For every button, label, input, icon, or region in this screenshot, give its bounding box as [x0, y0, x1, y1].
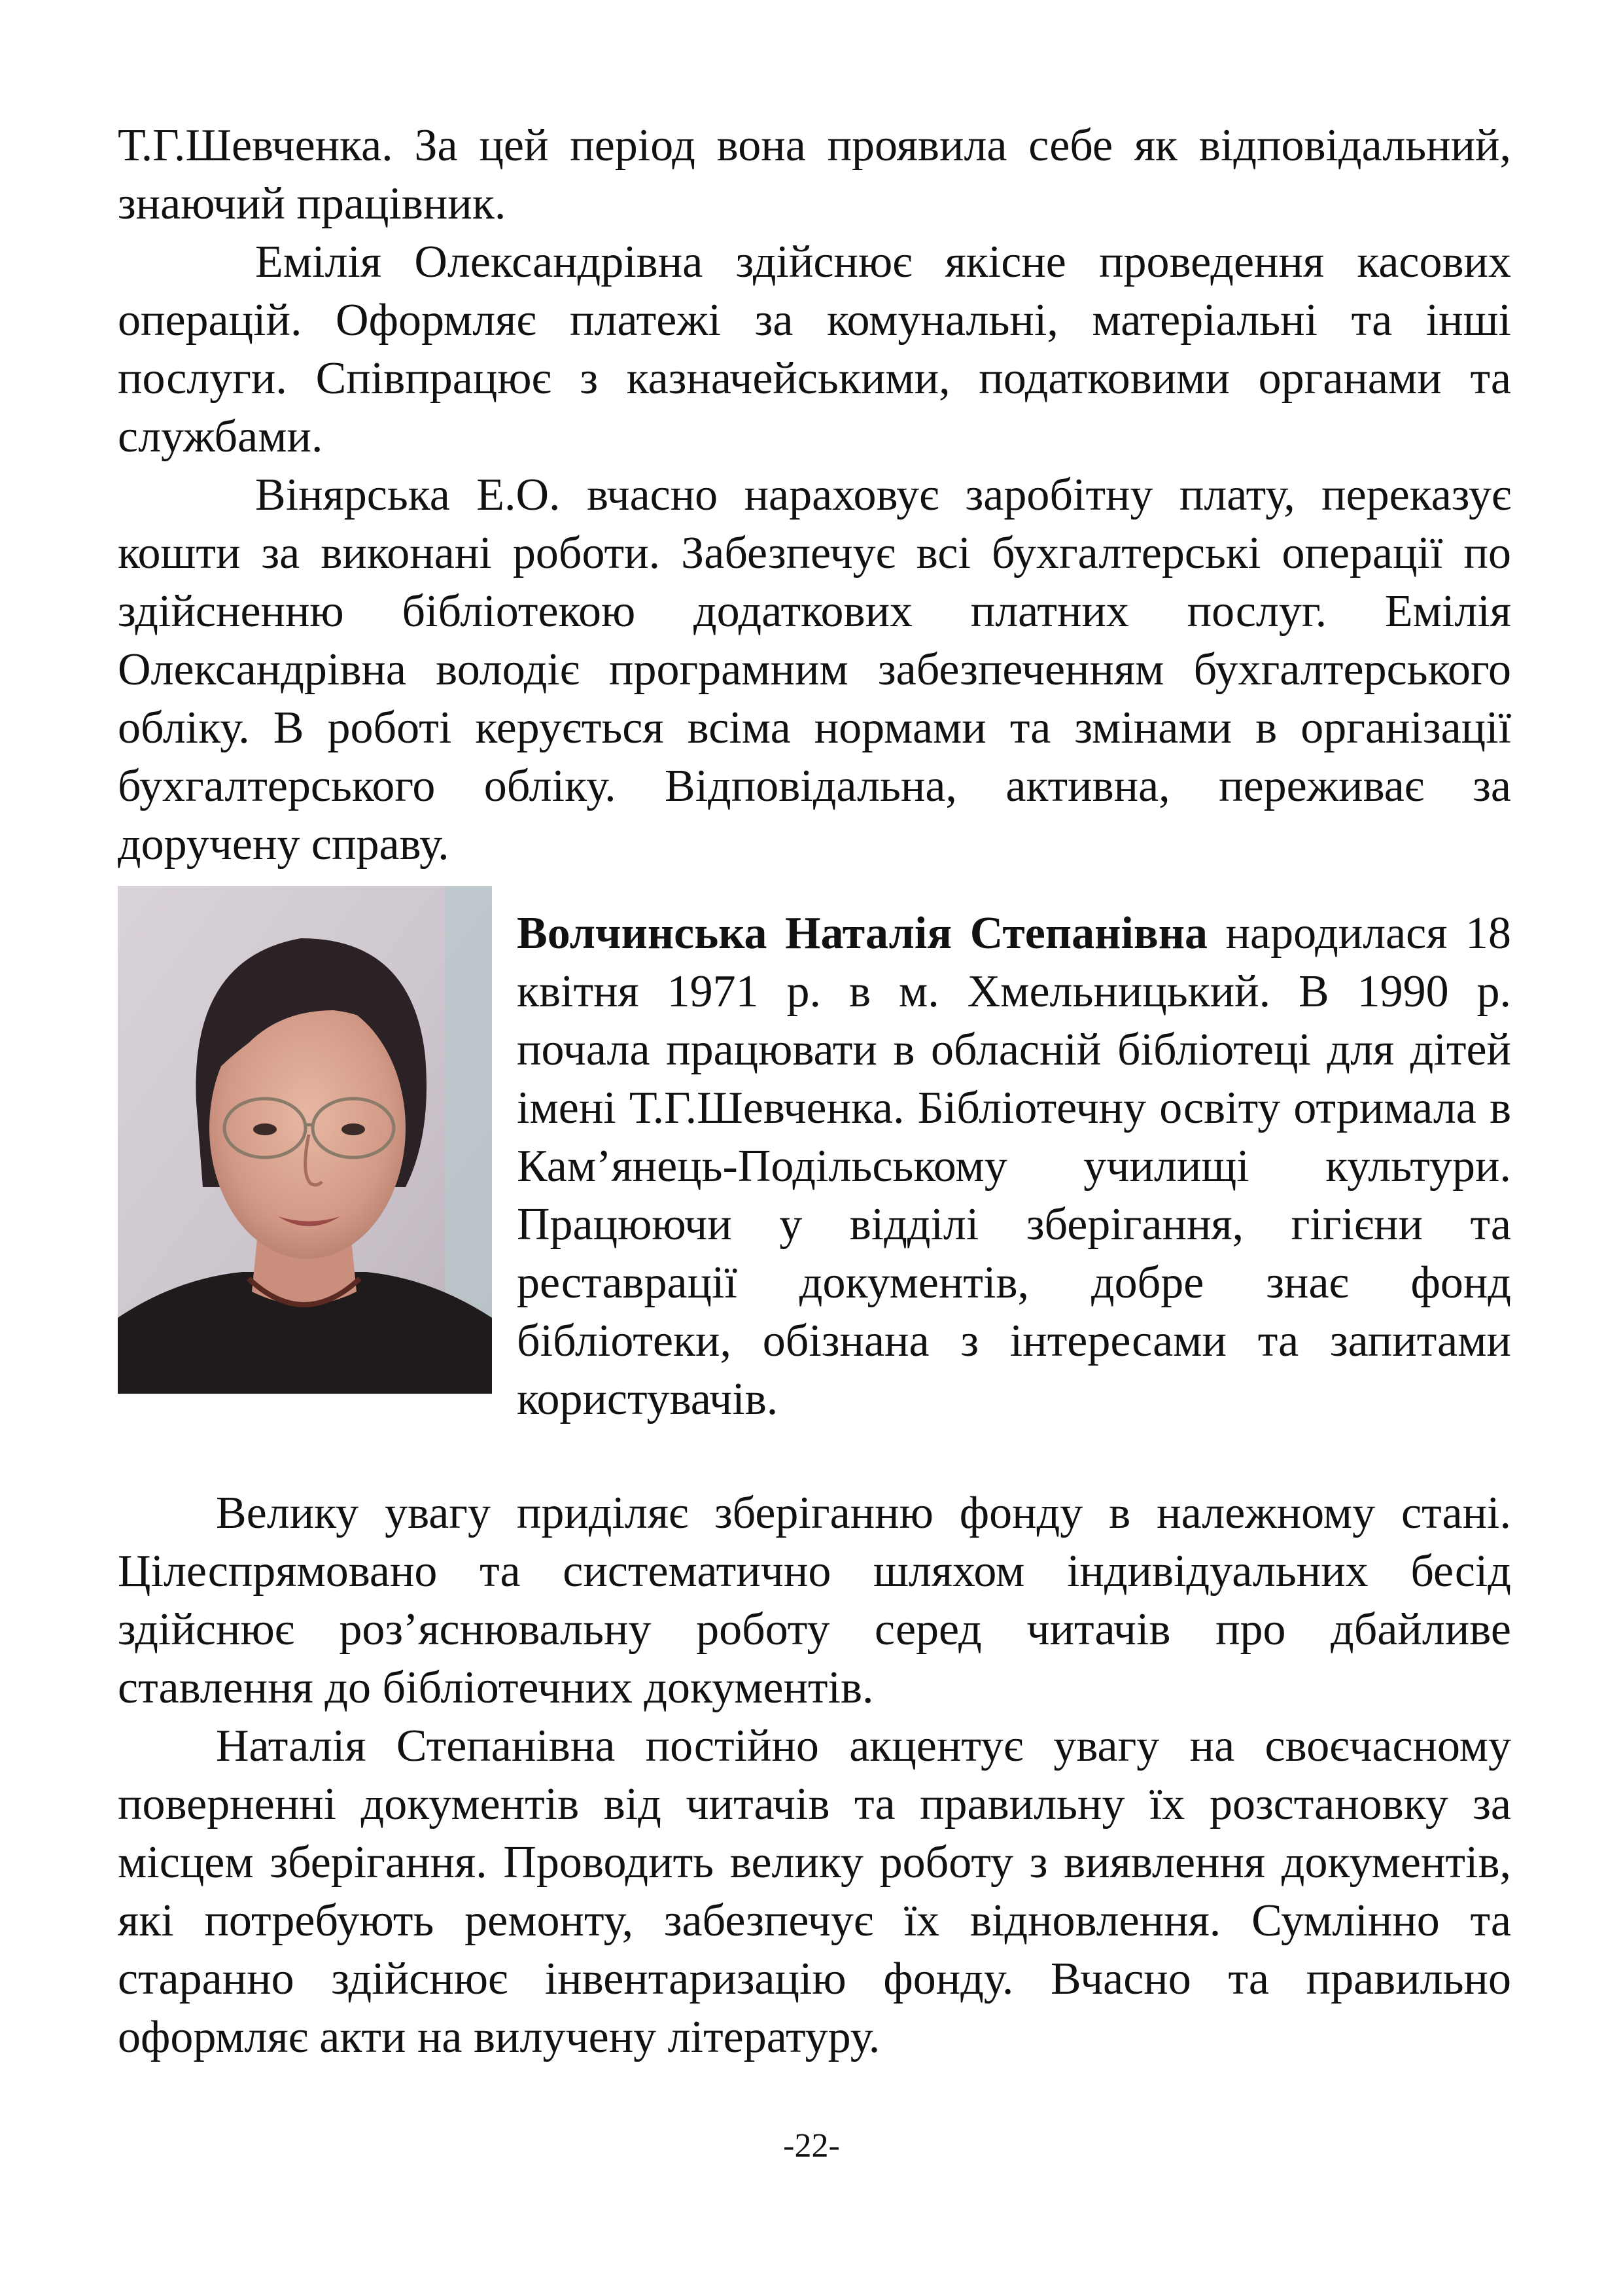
paragraph: Т.Г.Шевченка. За цей період вона проявила себе як відповідальний, знаючий працівник.	[118, 120, 1511, 229]
paragraph: Велику увагу приділяє зберіганню фонду в належному стані. Цілеспрямовано та систематично шляхом індивідуальних бесід здійснює роз’яснювальну роботу серед читачів про дбайливе ставлення до бібліотечних документів.	[118, 1488, 1511, 1713]
paragraph: Емілія Олександрівна здійснює якісне проведення касових операцій. Оформляє платежі за комунальні, матеріальні та інші послуги. Співпрацює з казначейськими, податковими органами та службами.	[118, 237, 1511, 462]
page-number: -22-	[783, 2127, 840, 2164]
person-name: Волчинська Наталія Степанівна	[517, 908, 1208, 959]
top-text-block	[118, 116, 1511, 874]
paragraph: Наталія Степанівна постійно акцентує увагу на своєчасному поверненні документів від читачів та правильну їх розстановку за місцем зберігання. Проводить велику роботу з виявлення документів, які потребують ремонту, забезпечує їх відновлення. Сумлінно та старанно здійснює інвентаризацію фонду. Вчасно та правильно оформляє акти на вилучену літературу.	[118, 1721, 1511, 2062]
bio-text: народилася 18 квітня 1971 р. в м. Хмельницький. В 1990 р. почала працювати в обласній бібліотеці для дітей імені Т.Г.Шевченка. Бібліотечну освіту отримала в Кам’янець-Подільському училищі культури. Працюючи у відділі зберігання, гігієни та реставрації документів, добре знає фонд бібліотеки, обізнана з інтересами та запитами користувачів.	[517, 908, 1511, 1424]
bottom-text-block	[118, 1484, 1511, 2066]
portrait-photo	[118, 886, 492, 1394]
paragraph: Вінярська Е.О. вчасно нараховує заробітну плату, переказує кошти за виконані роботи. Забезпечує всі бухгалтерські операції по здійсненню бібліотекою додаткових платних послуг. Емілія Олександрівна володіє програмним забезпеченням бухгалтерського обліку. В роботі керується всіма нормами та змінами в організації бухгалтерського обліку. Відповідальна, активна, переживає за доручену справу.	[118, 470, 1511, 870]
bio-section	[118, 904, 1511, 1428]
